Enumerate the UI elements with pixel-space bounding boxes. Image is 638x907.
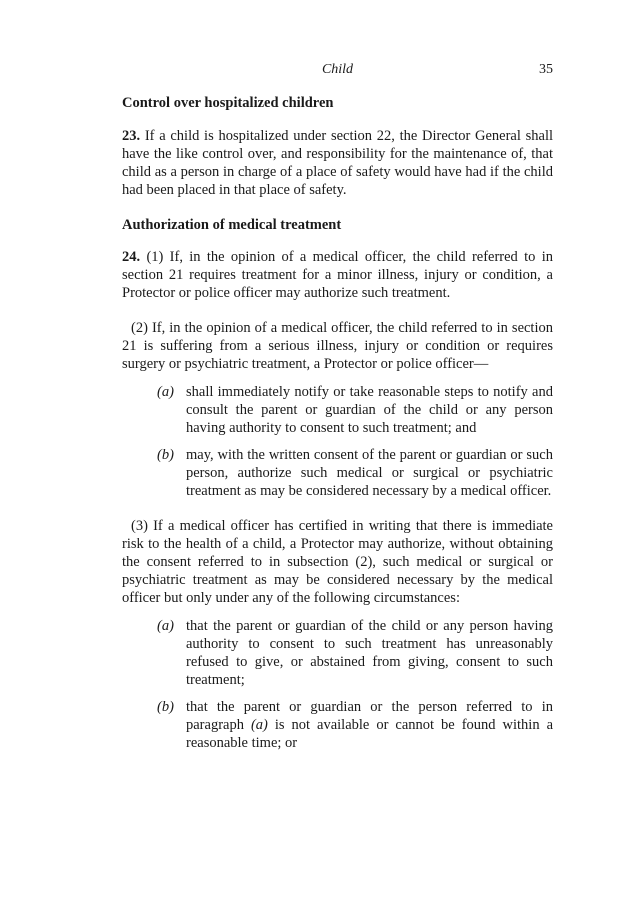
subsection-3-item-b: [122, 698, 553, 752]
item-label: (b): [157, 447, 174, 463]
subsection-2-item-a: [122, 383, 553, 437]
item-label: (b): [157, 699, 174, 715]
section-24-number: 24.: [122, 249, 141, 265]
subsection-1-body: (1) If, in the opinion of a medical officer, the child referred to in section 21 requires treatment for a minor illness, injury or condition, a Protector or police officer may authorize such treatment.: [122, 249, 553, 301]
section-24-subsection-2: (2) If, in the opinion of a medical officer, the child referred to in section 21 is suffering from a serious illness, injury or condition or requires surgery or psychiatric treatment, a Protector or police officer—: [122, 320, 553, 372]
item-label: (a): [157, 384, 174, 400]
paragraph-reference: (a): [250, 717, 268, 733]
section-23-number: 23.: [122, 128, 141, 144]
item-text: shall immediately notify or take reasonable steps to notify and consult the parent or guardian of the child or any person having authority to consent to such treatment; and: [186, 384, 553, 436]
subsection-3-item-a: [122, 617, 553, 689]
section-24-subsection-3: (3) If a medical officer has certified in writing that there is immediate risk to the health of a child, a Protector may authorize, without obtaining the consent referred to in subsection (2), such medical or surgical or psychiatric treatment as may be considered necessary by the medical officer but only under any of the following circumstances:: [122, 518, 553, 606]
item-text: that the parent or guardian of the child or any person having authority to consent to such treatment has unreasonably refused to give, or abstained from giving, consent to such treatment;: [186, 618, 553, 688]
running-title: Child: [321, 62, 354, 77]
running-header: [122, 62, 553, 84]
section-23-heading: Control over hospitalized children: [122, 95, 334, 111]
section-23-body: If a child is hospitalized under section 22, the Director General shall have the like control over, and responsibility for the maintenance of, that child as a person in charge of a place of safety would have had if the child had been placed in that place of safety.: [122, 128, 553, 198]
section-24-heading: Authorization of medical treatment: [122, 217, 342, 233]
page-number: 35: [539, 62, 553, 77]
item-label: (a): [157, 618, 174, 634]
section-23-text: [122, 127, 553, 199]
section-24-subsection-1: [122, 248, 553, 302]
item-text: may, with the written consent of the parent or guardian or such person, authorize such medical or surgical or psychiatric treatment as may be considered necessary by a medical officer.: [186, 447, 553, 499]
document-page: [122, 62, 553, 761]
subsection-2-item-b: [122, 446, 553, 500]
item-text-start: that the parent or guardian or the person referred to in paragraph: [186, 699, 553, 733]
item-text-end: is not available or cannot be found within a reasonable time; or: [186, 717, 553, 751]
